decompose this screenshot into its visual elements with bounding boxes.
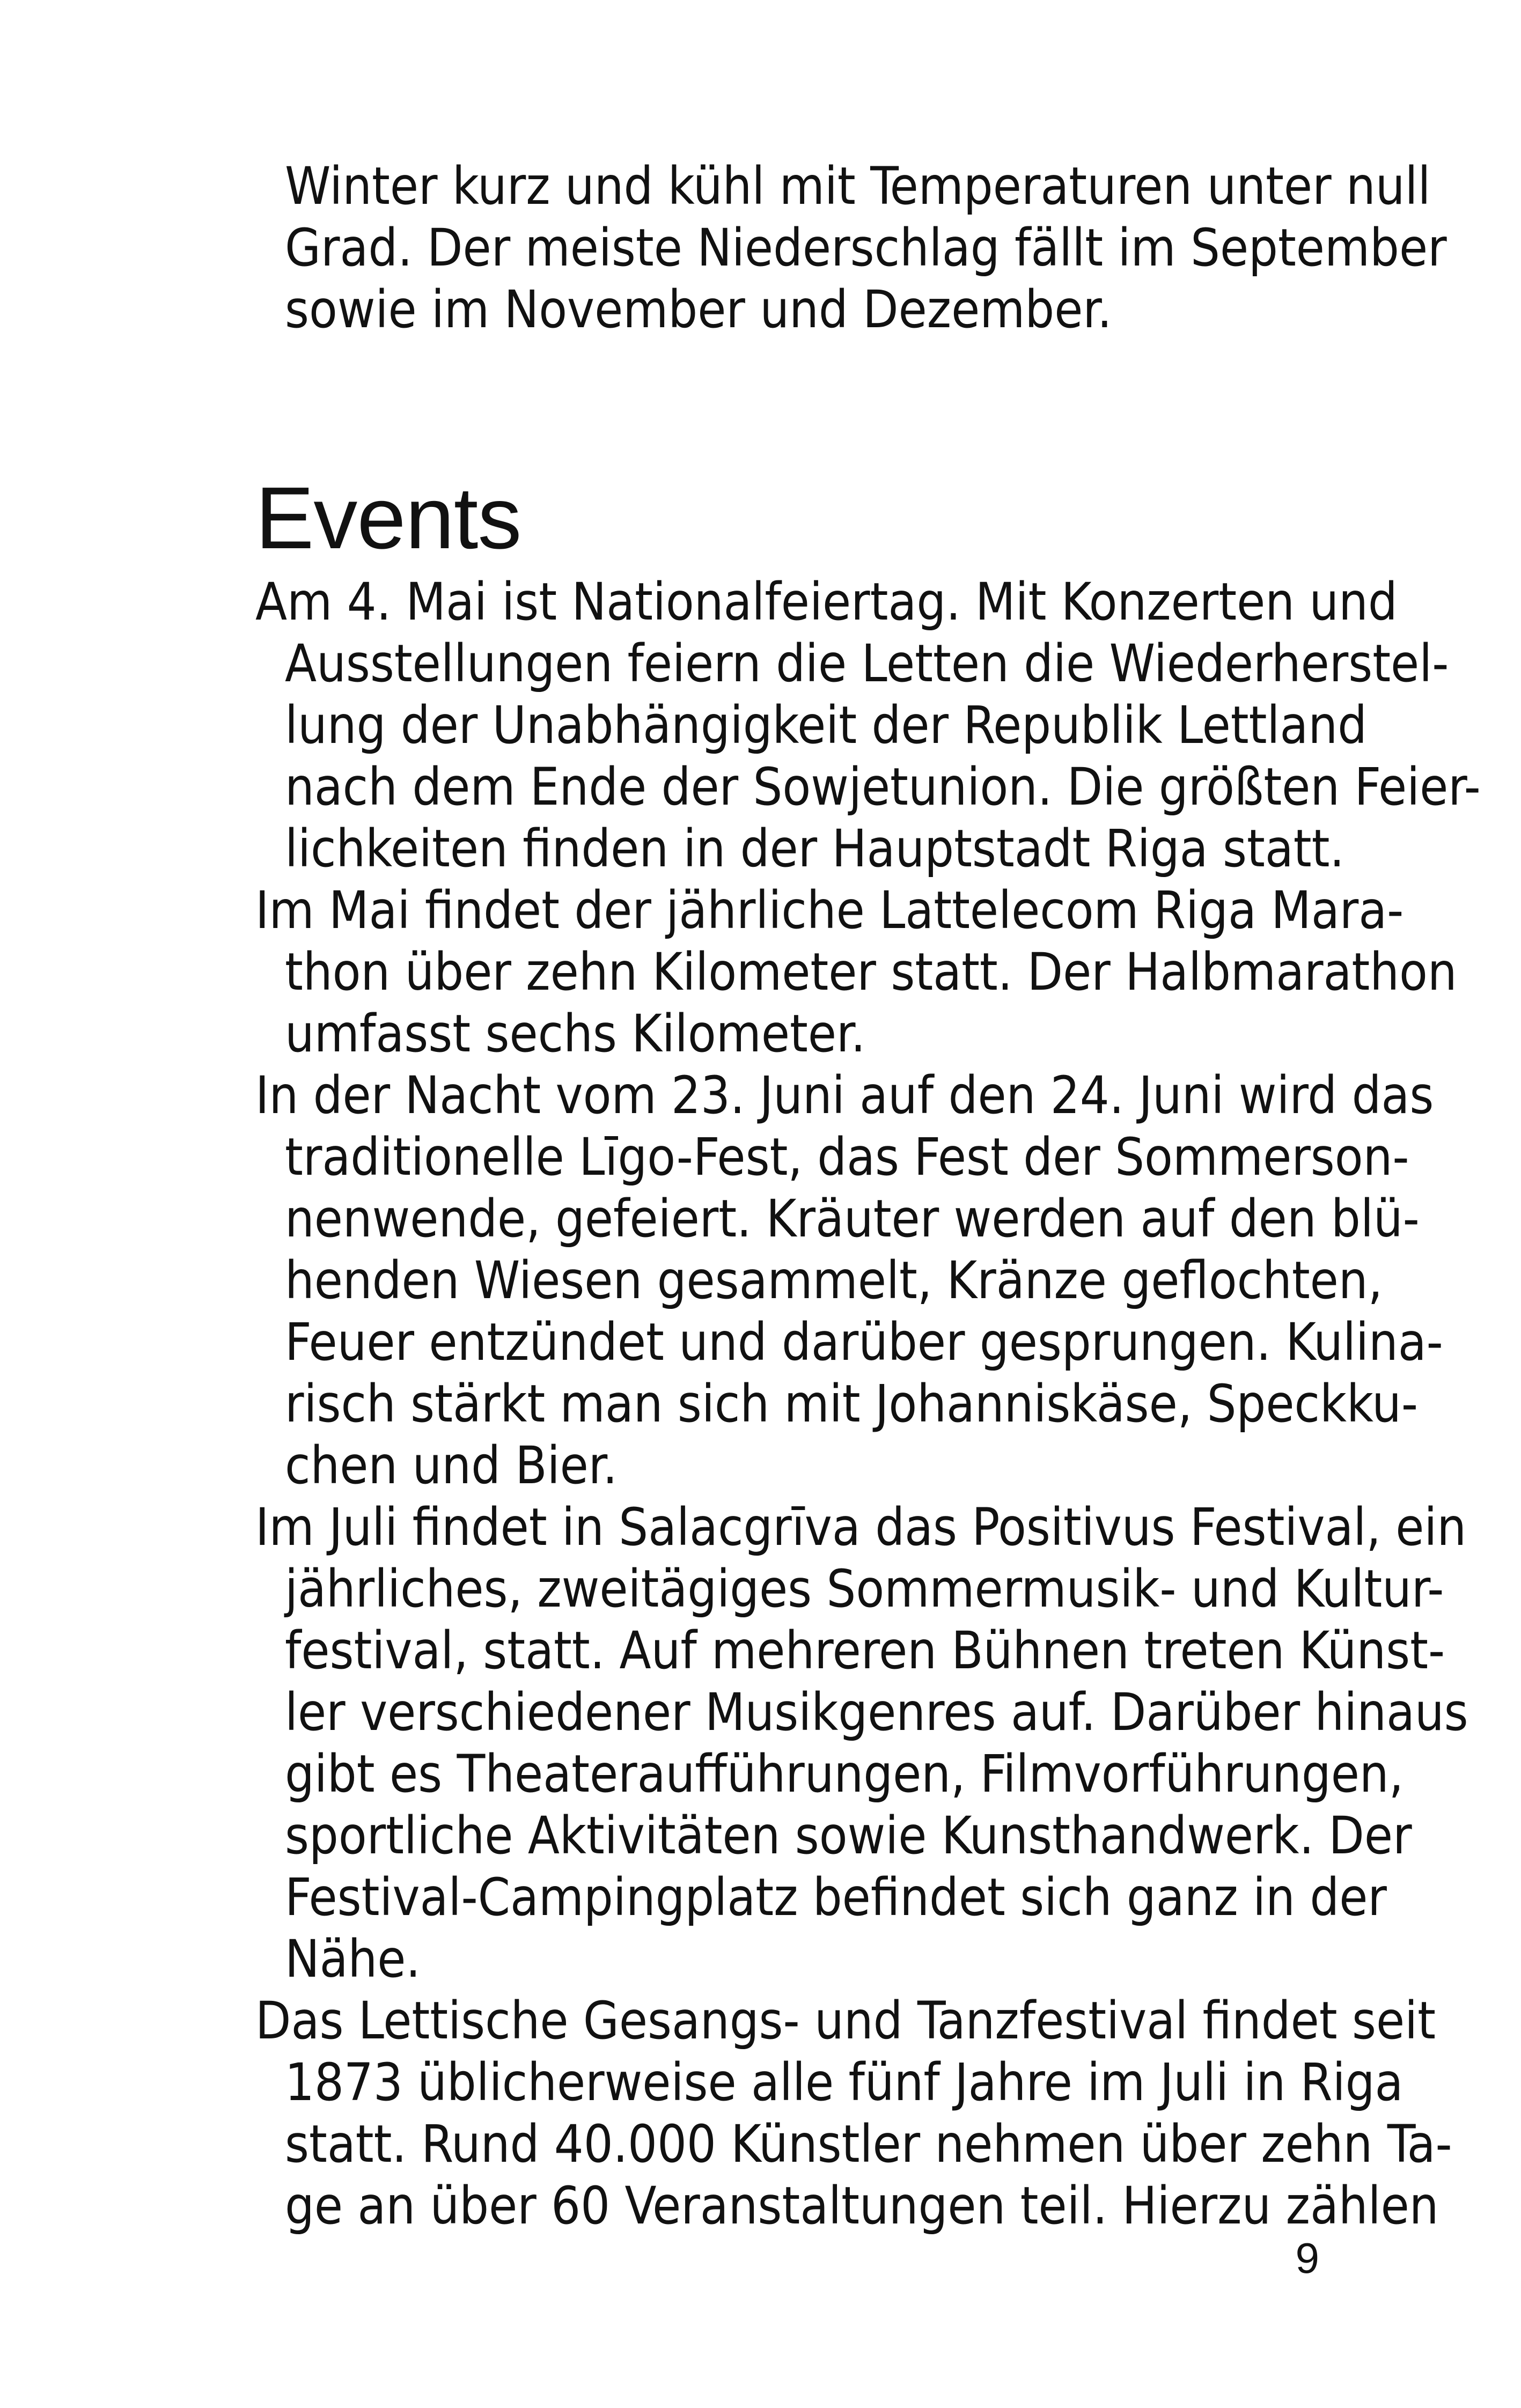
text-line: ge an über 60 Veranstaltungen teil. Hierzu zählen [285, 2176, 1439, 2236]
text-line: Am 4. Mai ist Nationalfeiertag. Mit Konzerten und [255, 572, 1398, 632]
text-line: Winter kurz und kühl mit Temperaturen unter null [285, 156, 1431, 216]
event-entry-marathon [255, 880, 1457, 1065]
text-line: festival, statt. Auf mehreren Bühnen treten Künst- [285, 1621, 1445, 1681]
page-number: 9 [1295, 2234, 1319, 2282]
text-line: In der Nacht vom 23. Juni auf den 24. Juni wird das [255, 1065, 1434, 1125]
text-line: thon über zehn Kilometer statt. Der Halbmarathon [285, 942, 1457, 1002]
text-line: Festival-Campingplatz befindet sich ganz in der [285, 1867, 1387, 1927]
text-line: Im Mai findet der jährliche Lattelecom Riga Mara- [255, 880, 1404, 940]
text-line: sportliche Aktivitäten sowie Kunsthandwerk. Der [285, 1806, 1412, 1866]
text-line: Das Lettische Gesangs- und Tanzfestival findet seit [255, 1991, 1436, 2051]
text-line: sowie im November und Dezember. [285, 279, 1112, 340]
event-entry-positivus-festival [255, 1497, 1468, 1990]
event-entry-song-and-dance-festival [255, 1990, 1452, 2237]
text-line: jährliches, zweitägiges Sommermusik- und Kultur- [285, 1559, 1444, 1619]
text-line: umfasst sechs Kilometer. [285, 1004, 866, 1064]
text-line: Ausstellungen feiern die Letten die Wiederherstel- [285, 634, 1449, 694]
text-line: lichkeiten finden in der Hauptstadt Riga statt. [285, 819, 1344, 879]
text-line: henden Wiesen gesammelt, Kränze geflochten, [285, 1250, 1383, 1310]
page-body [255, 156, 1481, 2237]
text-line: gibt es Theateraufführungen, Filmvorführungen, [285, 1744, 1404, 1804]
text-line: chen und Bier. [285, 1435, 618, 1496]
text-line: 1873 üblicherweise alle fünf Jahre im Juli in Riga [285, 2052, 1404, 2112]
text-line: Feuer entzündet und darüber gesprungen. Kulina- [285, 1312, 1443, 1372]
intro-paragraph [255, 156, 1447, 341]
text-line: risch stärkt man sich mit Johanniskäse, Speckku- [285, 1374, 1418, 1434]
text-line: nach dem Ende der Sowjetunion. Die größten Feier- [285, 757, 1481, 817]
text-line: ler verschiedener Musikgenres auf. Darüber hinaus [285, 1682, 1468, 1742]
text-line: traditionelle Līgo-Fest, das Fest der Sommerson- [285, 1127, 1409, 1187]
text-line: nenwende, gefeiert. Kräuter werden auf den blü- [285, 1189, 1420, 1249]
text-line: Nähe. [285, 1929, 421, 1989]
text-line: Grad. Der meiste Niederschlag fällt im September [285, 218, 1447, 278]
event-entry-ligo-festival [255, 1065, 1443, 1497]
text-line: Im Juli findet in Salacgrīva das Positivus Festival, ein [255, 1497, 1467, 1557]
event-entry-national-day [255, 571, 1481, 880]
text-line: statt. Rund 40.000 Künstler nehmen über zehn Ta- [285, 2114, 1452, 2174]
section-heading: Events [255, 469, 521, 567]
text-line: lung der Unabhängigkeit der Republik Lettland [285, 695, 1367, 755]
